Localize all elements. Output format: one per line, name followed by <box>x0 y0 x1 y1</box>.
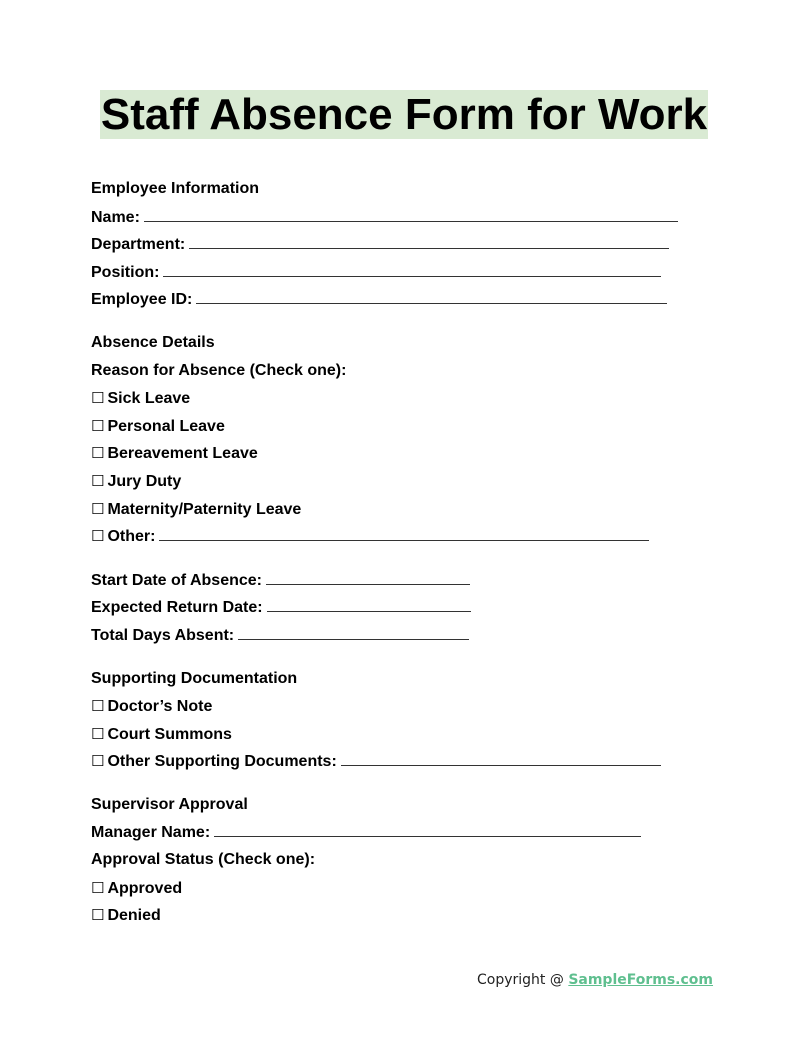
checkbox-approved[interactable] <box>91 877 731 905</box>
field-total-days-absent <box>91 624 731 652</box>
checkbox-label: Doctor’s Note <box>107 698 213 716</box>
checkbox-icon[interactable]: ☐ <box>91 752 105 771</box>
checkbox-icon[interactable]: ☐ <box>91 499 105 518</box>
spacer <box>91 652 731 668</box>
page-title: Staff Absence Form for Work <box>100 90 708 139</box>
copyright-footer <box>477 972 713 988</box>
field-expected-return-date <box>91 596 731 624</box>
approval-status-prompt: Approval Status (Check one): <box>91 851 316 869</box>
checkbox-icon[interactable]: ☐ <box>91 724 105 743</box>
checkbox-label: Other Supporting Documents: <box>107 753 337 771</box>
field-manager-name <box>91 821 731 849</box>
manager-name-input[interactable] <box>214 821 641 837</box>
position-input[interactable] <box>163 261 661 277</box>
field-label: Department: <box>91 236 186 254</box>
checkbox-label: Jury Duty <box>107 472 182 490</box>
field-label: Position: <box>91 263 160 281</box>
field-label: Name: <box>91 208 140 226</box>
checkbox-maternity-paternity-leave[interactable] <box>91 498 731 526</box>
brand-link[interactable]: SampleForms.com <box>568 972 714 988</box>
checkbox-personal-leave[interactable] <box>91 415 731 443</box>
field-department <box>91 233 731 261</box>
field-label: Expected Return Date: <box>91 599 263 617</box>
checkbox-icon[interactable]: ☐ <box>91 527 105 546</box>
employee-id-input[interactable] <box>196 288 667 304</box>
checkbox-icon[interactable]: ☐ <box>91 878 105 897</box>
checkbox-label: Approved <box>107 879 183 897</box>
field-name <box>91 206 731 234</box>
checkbox-other-reason <box>91 525 731 553</box>
checkbox-label: Denied <box>107 907 161 925</box>
form-body <box>91 178 731 932</box>
field-label: Employee ID: <box>91 291 193 309</box>
copyright-text: Copyright @ <box>477 972 569 988</box>
checkbox-label: Personal Leave <box>107 417 225 435</box>
checkbox-bereavement-leave[interactable] <box>91 442 731 470</box>
field-start-date <box>91 569 731 597</box>
checkbox-icon[interactable]: ☐ <box>91 906 105 925</box>
checkbox-icon[interactable]: ☐ <box>91 471 105 490</box>
checkbox-icon[interactable]: ☐ <box>91 389 105 408</box>
checkbox-sick-leave[interactable] <box>91 387 731 415</box>
title-wrap <box>0 90 808 139</box>
section-heading-supporting-docs: Supporting Documentation <box>91 669 298 687</box>
checkbox-icon[interactable]: ☐ <box>91 416 105 435</box>
reason-prompt: Reason for Absence (Check one): <box>91 361 347 379</box>
checkbox-label: Sick Leave <box>107 390 191 408</box>
other-docs-input[interactable] <box>341 750 661 766</box>
checkbox-label: Other: <box>107 528 156 546</box>
start-date-input[interactable] <box>266 569 470 585</box>
field-position <box>91 261 731 289</box>
field-label: Start Date of Absence: <box>91 571 262 589</box>
checkbox-jury-duty[interactable] <box>91 470 731 498</box>
return-date-input[interactable] <box>267 596 471 612</box>
spacer <box>91 553 731 569</box>
spacer <box>91 778 731 794</box>
section-heading-employee-info: Employee Information <box>91 180 260 197</box>
total-days-input[interactable] <box>238 624 469 640</box>
checkbox-label: Court Summons <box>107 725 232 743</box>
checkbox-icon[interactable]: ☐ <box>91 444 105 463</box>
checkbox-denied[interactable] <box>91 904 731 932</box>
field-label: Total Days Absent: <box>91 626 235 644</box>
field-label: Manager Name: <box>91 824 211 842</box>
spacer <box>91 316 731 332</box>
checkbox-label: Maternity/Paternity Leave <box>107 500 302 518</box>
checkbox-other-supporting-docs <box>91 750 731 778</box>
field-employee-id <box>91 288 731 316</box>
checkbox-court-summons[interactable] <box>91 723 731 751</box>
department-input[interactable] <box>189 233 669 249</box>
section-heading-absence-details: Absence Details <box>91 333 215 351</box>
checkbox-doctors-note[interactable] <box>91 695 731 723</box>
other-reason-input[interactable] <box>159 525 649 541</box>
checkbox-label: Bereavement Leave <box>107 445 258 463</box>
checkbox-icon[interactable]: ☐ <box>91 697 105 716</box>
name-input[interactable] <box>144 206 678 222</box>
section-heading-supervisor-approval: Supervisor Approval <box>91 795 248 813</box>
